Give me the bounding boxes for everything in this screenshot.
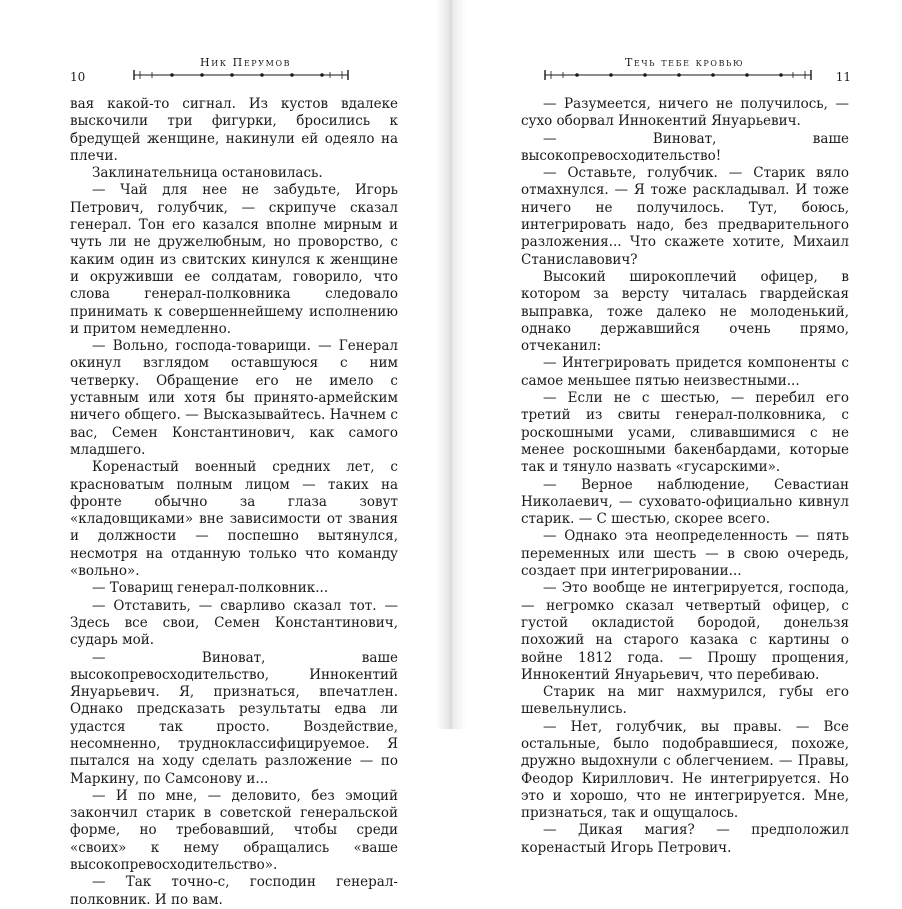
left-page-header [70,56,400,86]
paragraph: — Отставить, — сварливо сказал тот. — Здесь все свои, Семен Константинович, сударь мой. [70,597,398,649]
paragraph: — И по мне, — деловито, без эмоций закончил старик в советской генеральской форме, но требовавший, чтобы среди «своих» к нему обращались «ваше высокопревосходительство». [70,787,398,874]
paragraph: — Вольно, господа-товарищи. — Генерал окинул взглядом оставшуюся с ним четверку. Обращение его не имело с уставным или хотя бы принято-армейским ничего общего. — Высказывайтесь. Начнем с вас, Семен Константинович, как самого младшего. [70,338,398,458]
paragraph: — Дикая магия? — предположил коренастый Игорь Петрович. [521,822,849,856]
paragraph: — Виноват, ваше высокопревосходительство! [521,130,849,164]
paragraph: — Это вообще не интегрируется, господа, — негромко сказал четвертый офицер, с густой окладистой бородой, донельзя похожий на старого казака с картины о войне 1812 года. — Прошу прощения, Иннокентий Януарьевич, что перебиваю. [521,580,849,683]
paragraph: — Оставьте, голубчик. — Старик вяло отмахнулся. — Я тоже раскладывал. И тоже ничего не получилось. Тут, боюсь, интегрировать надо, без предварительного разложения... Что скажете хотите, Михаил Станиславович? [521,165,849,268]
paragraph: — Разумеется, ничего не получилось, — сухо оборвал Иннокентий Януарьевич. [521,96,849,130]
paragraph: Заклинательница остановилась. [92,165,323,182]
paragraph: — Однако эта неопределенность — пять переменных или шесть — в свою очередь, создает при интегрировании... [521,528,849,580]
paragraph: — Нет, голубчик, вы правы. — Все остальные, было подобравшиеся, похоже, дружно выдохнули с облегчением. — Правы, Феодор Кириллович. Не интегрируется. Но это и хорошо, что не интегрируется. Мне, признаться, так и ощущалось. [521,718,849,822]
right-header-ornament [543,68,813,82]
paragraph: Старик на миг нахмурился, губы его шевельнулись. [521,684,849,718]
paragraph: — Виноват, ваше высокопревосходительство, Иннокентий Януарьевич. Я, признаться, впечатлен. Однако предсказать результаты едва ли удастся так просто. Воздействие, несомненно, трудноклассифицируемое. Я пытался на ходу сделать разложение — по Маркину, по Самсонову и... [70,649,398,787]
paragraph: — Если не с шестью, — перебил его третий из свиты генерал-полковника, с роскошными усами, сливавшимися с не менее роскошными бакенбардами, которые так и тянуло назвать «гусарскими». [521,390,849,476]
right-page-number: 11 [835,70,851,84]
left-page [0,0,451,908]
right-running-title: Течь тебе кровью [625,56,745,69]
left-header-ornament [132,68,350,82]
right-page [451,0,902,856]
left-running-title: Ник Перумов [200,56,292,69]
right-page-text [521,96,849,857]
left-page-number: 10 [70,70,86,84]
paragraph: вая какой-то сигнал. Из кустов вдалеке выскочили три фигурки, бросились к бредущей женщине, накинули ей одеяло на плечи. [70,96,398,164]
paragraph: — Чай для нее не забудьте, Игорь Петрович, голубчик, — скрипуче сказал генерал. Тон его казался вполне мирным и чуть ли не дружелюбным, но проворство, с каким один из свитских кинулся к женщине и окруживши ее солдатам, говорило, что слова генерал-полковника следовало принимать к совершеннейшему исполнению и притом немедленно. [70,182,398,337]
paragraph: — Интегрировать придется компоненты с самое меньшее пятью неизвестными... [521,355,849,389]
right-page-header [521,56,851,86]
paragraph: Высокий широкоплечий офицер, в котором за версту читалась гвардейская выправка, тоже далеко не молоденький, однако державшийся очень прямо, отчеканил: [521,268,849,355]
paragraph: — Верное наблюдение, Севастиан Николаевич, — суховато-официально кивнул старик. — С шестью, скорее всего. [521,476,849,528]
left-page-text [70,96,398,909]
paragraph: — Так точно-с, господин генерал-полковник. И по вам. [70,874,398,908]
paragraph: — Товарищ генерал-полковник... [92,580,329,597]
paragraph: Коренастый военный средних лет, с красноватым полным лицом — таких на фронте обычно за глаза зовут «кладовщиками» вне зависимости от звания и должности — поспешно вытянулся, несмотря на отданную только что команду «вольно». [70,459,398,580]
